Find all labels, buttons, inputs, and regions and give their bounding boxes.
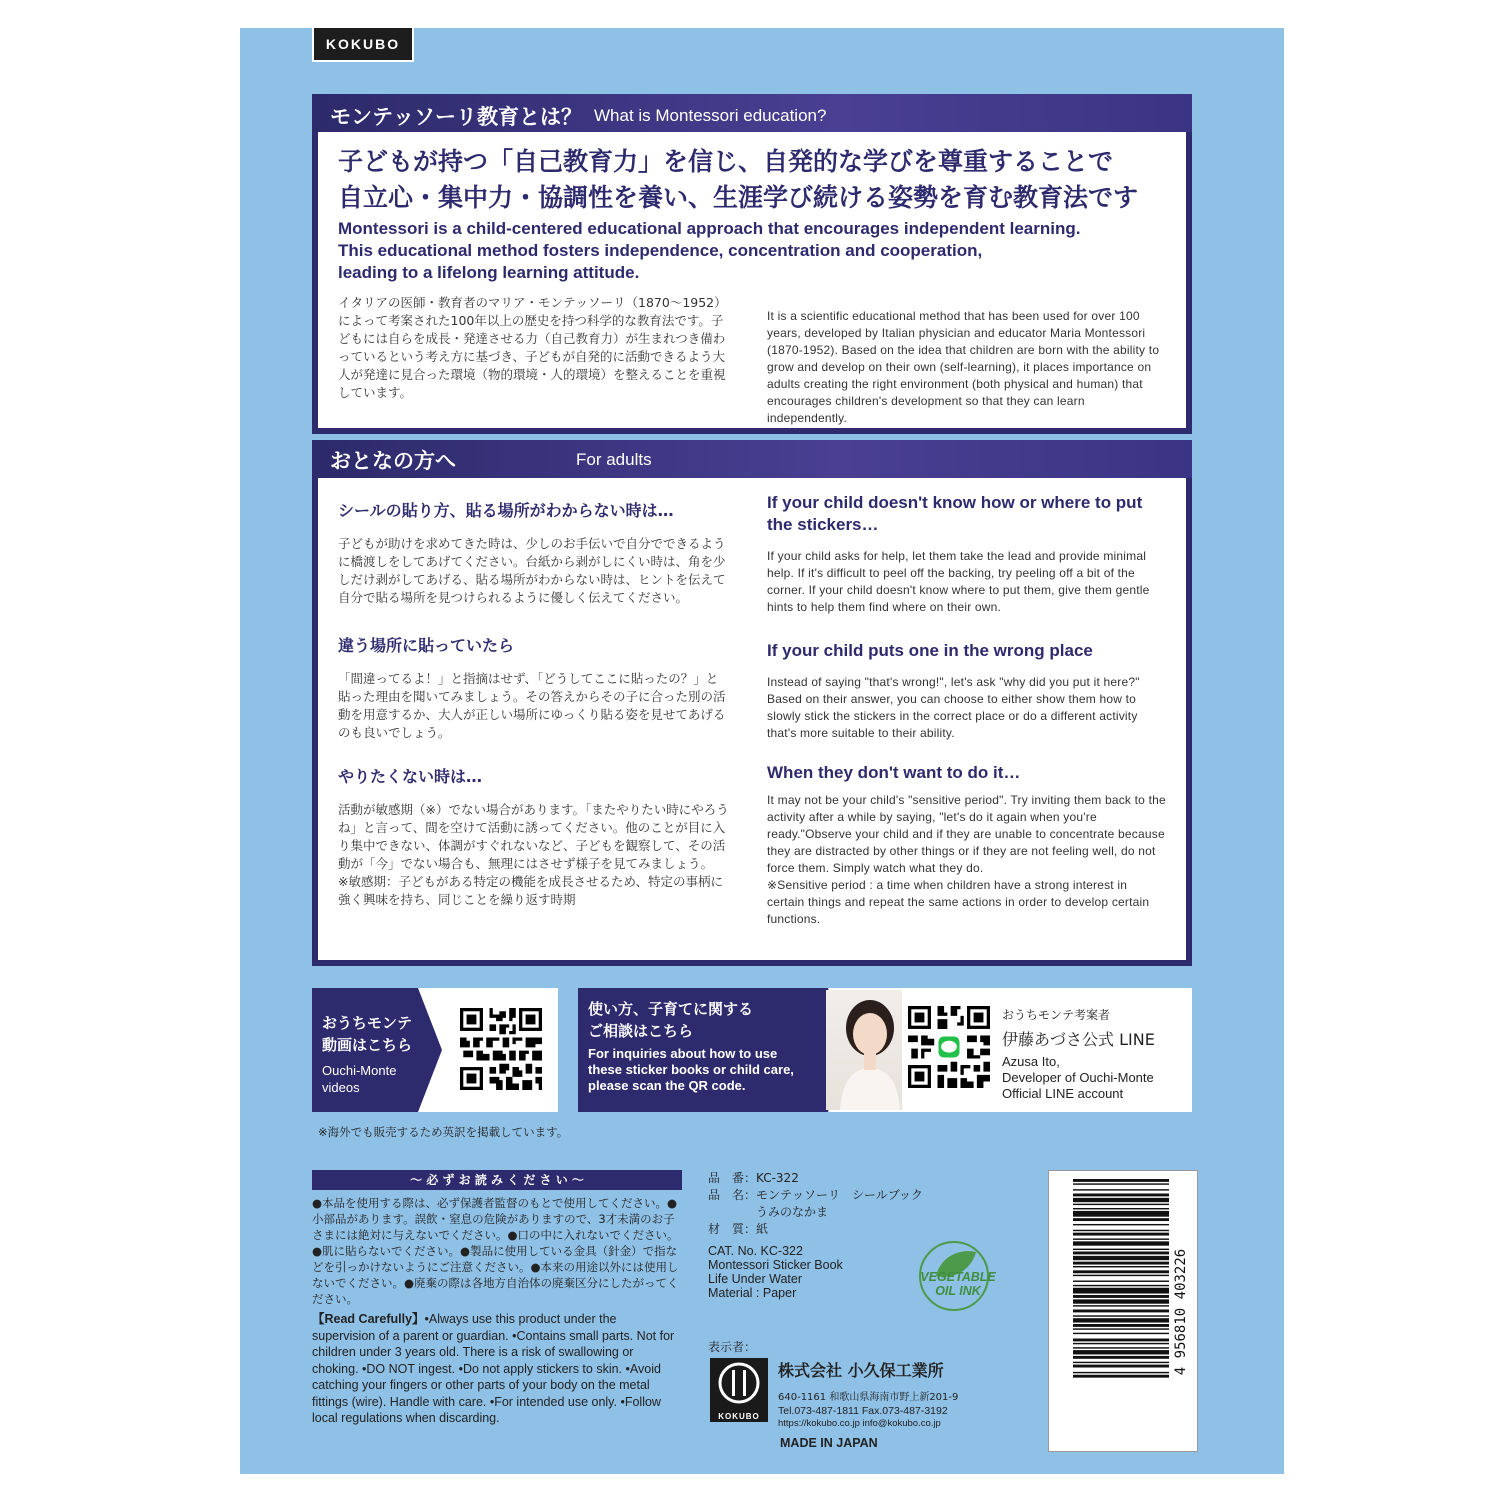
company-web: https://kokubo.co.jp info@kokubo.co.jp (778, 1418, 941, 1429)
section-title-en: What is Montessori education? (594, 106, 827, 125)
barcode-bar (1073, 1198, 1169, 1202)
product-name-ja-2: うみのなかま (708, 1205, 829, 1219)
product-info (708, 1170, 923, 1300)
barcode-bar (1073, 1204, 1169, 1205)
barcode-bar (1073, 1189, 1169, 1190)
barcode-bar (1073, 1343, 1169, 1344)
lead-en-line-1: Montessori is a child-centered educational approach that encourages independent learning. (338, 219, 1081, 238)
veg-ink-line-2: OIL INK (935, 1284, 981, 1298)
item-body-ja: 「間違ってるよ！」と指摘はせず、「どうしてここに貼ったの？」と貼った理由を聞いてみましょう。その答えからその子に合った別の活動を用意するか、大人が正しい場所にゆっくり貼る姿を見せてあげるのも良いでしょう。 (338, 671, 726, 740)
item-heading-en: When they don't want to do it… (767, 763, 1021, 782)
barcode-bar (1073, 1375, 1169, 1378)
barcode-bar (1073, 1241, 1169, 1245)
barcode-bar (1073, 1270, 1169, 1273)
video-qr-code[interactable] (460, 1008, 542, 1090)
barcode-bar (1073, 1252, 1169, 1255)
product-name-en: Montessori Sticker Book (708, 1258, 843, 1272)
vegetable-oil-ink-mark (916, 1236, 998, 1314)
video-label-ja-2: 動画はこちら (322, 1036, 413, 1054)
creator-photo (826, 990, 902, 1110)
barcode-bar (1073, 1249, 1169, 1250)
product-material-ja: 材 質：紙 (708, 1222, 769, 1236)
barcode-bar (1073, 1328, 1169, 1329)
barcode-bar (1073, 1230, 1169, 1231)
product-material-en: Material : Paper (708, 1286, 797, 1300)
video-label-ja-1: おうちモンテ (322, 1014, 413, 1032)
warnings-block (312, 1170, 682, 1427)
barcode-bar (1073, 1318, 1169, 1322)
montessori-body-en: It is a scientific educational method that has been used for over 100 years, developed by Italian physician and educator Maria Montessori (1870-1952). Based on the idea that children are born with the ability to grow and develop on their own (self-learning), it places importance on adults creating the right environment (both physical and human) that encourages children's development so that they can learn independently. (767, 309, 1160, 425)
creator-ja: おうちモンテ考案者 (1002, 1008, 1111, 1022)
barcode-bar (1073, 1299, 1169, 1303)
item-body-ja: 活動が敏感期（※）でない場合があります。「またやりたい時にやろうね」と言って、間を空けて活動に誘ってください。他のことが目に入り集中できない、体調がすぐれないなど、子どもを観察して、その活動が「今」でない場合も、無理にはさせず様子を見てみましょう。 (338, 802, 729, 871)
barcode-bar (1073, 1194, 1169, 1197)
barcode-bar (1073, 1347, 1169, 1348)
montessori-body-ja: イタリアの医師・教育者のマリア・モンテッソーリ（1870～1952）によって考案された100年以上の歴史を持つ科学的な教育法です。子どもには自らを成長・発達させる力（自己教育力）が生まれつき備わっているという考え方に基づき、子どもが自発的に活動できるよう大人が発達に見合った環境（物的環境・人的環境）を整えることを重視しています。 (338, 295, 727, 400)
barcode-bar (1073, 1183, 1169, 1184)
item-body-en: Instead of saying "that's wrong!", let's ask "why did you put it here?" Based on their answer, you can choose to either show them how to slowly stick the stickers in the correct place or do a different activity that's more suitable to their ability. (767, 675, 1140, 740)
video-label-en-1: Ouchi-Monte (322, 1063, 397, 1078)
barcode-label (1048, 1170, 1198, 1452)
barcode-bar (1073, 1233, 1169, 1236)
barcode-bar (1073, 1324, 1169, 1327)
item-body-en: It may not be your child's "sensitive period". Try inviting them back to the activity after a while by saying, "let's do it again when you're ready."Observe your child and if they are unable to concentrate because they are distracted by other things or if they are not feeling well, do not force them. Simply watch what they do. (767, 793, 1166, 875)
barcode-bar (1073, 1211, 1169, 1217)
lead-ja-line-2: 自立心・集中力・協調性を養い、生涯学び続ける姿勢を育む教育法です (338, 183, 1139, 212)
barcode-bar (1073, 1275, 1169, 1276)
consult-text-en-1: For inquiries about how to use (588, 1046, 778, 1061)
barcode-number: 4 956810 403226 (1173, 1248, 1189, 1376)
item-note-ja: ※敏感期：子どもがある特定の機能を成長させるため、特定の事柄に強く興味を持ち、同じことを繰り返す時期 (338, 874, 723, 907)
barcode-bar (1073, 1266, 1169, 1267)
qr-code-icon (908, 1006, 990, 1088)
lead-en-line-3: leading to a lifelong learning attitude. (338, 263, 640, 282)
adults-col-ja (338, 492, 729, 928)
barcode-bar (1073, 1208, 1169, 1209)
veg-ink-line-1: VEGETABLE (920, 1270, 996, 1284)
barcode-bar (1073, 1179, 1169, 1182)
lead-ja-line-1: 子どもが持つ「自己教育力」を信じ、自発的な学びを尊重することで (338, 147, 1114, 176)
product-subtitle-en: Life Under Water (708, 1272, 803, 1286)
company-logo-text: KOKUBO (718, 1412, 760, 1421)
montessori-panel (312, 132, 1192, 434)
line-qr-code[interactable] (908, 1006, 990, 1088)
warnings-text-en: •Always use this product under the supervision of a parent or guardian. •Contains small parts. Not for children under 3 years old. There is a risk of swallowing or choking. •DO NOT ingest. •Do not apply stickers to skin. •Avoid catching your fingers or other parts of your body on the metal fittings (wire). Handle with care. •For intended use only. •Follow local regulations when discarding. (312, 1312, 675, 1425)
barcode-bar (1073, 1295, 1169, 1298)
creator-en-1: Azusa Ito, (1002, 1054, 1060, 1069)
product-no-ja: 品 番：KC-322 (708, 1171, 799, 1185)
warnings-title: 〜 必 ず お 読 み く だ さ い 〜 (312, 1170, 682, 1190)
section-title-ja: モンテッソーリ教育とは？ (330, 105, 582, 129)
barcode-bar (1073, 1238, 1169, 1239)
product-cat-no: CAT. No. KC-322 (708, 1244, 803, 1258)
barcode-bar (1073, 1350, 1169, 1354)
barcode-bar (1073, 1288, 1169, 1294)
company-name: 株式会社 小久保工業所 (778, 1361, 944, 1380)
company-tel: Tel.073-487-1811 Fax.073-487-3192 (778, 1405, 948, 1417)
barcode-bar (1073, 1262, 1169, 1265)
company-address: 640-1161 和歌山県海南市野上新201-9 (778, 1392, 959, 1403)
qr-code-icon (460, 1008, 542, 1090)
section-title-ja: おとなの方へ (330, 449, 456, 473)
barcode-bar (1073, 1339, 1169, 1342)
barcode-bar (1073, 1315, 1169, 1316)
consult-text-en-3: please scan the QR code. (588, 1078, 746, 1093)
made-in-japan: MADE IN JAPAN (780, 1436, 878, 1450)
company-label: 表示者： (708, 1340, 757, 1354)
barcode-bar (1073, 1362, 1169, 1363)
barcode-bar (1073, 1372, 1169, 1373)
item-heading-ja: やりたくない時は… (338, 767, 483, 786)
video-box (312, 988, 558, 1112)
barcode-bar (1073, 1224, 1169, 1225)
consult-title-ja-1: 使い方、子育てに関する (588, 1000, 754, 1018)
barcode-bar (1073, 1305, 1169, 1306)
consult-box (578, 988, 1192, 1112)
item-heading-ja: 違う場所に貼っていたら (338, 636, 515, 655)
barcode-bar (1073, 1281, 1169, 1282)
creator-en-2: Developer of Ouchi-Monte (1002, 1070, 1154, 1085)
company-logo (710, 1358, 768, 1422)
barcode-bar (1073, 1356, 1169, 1359)
brand-tab: KOKUBO (312, 28, 414, 62)
adults-panel (312, 478, 1192, 966)
barcode-bars (1073, 1179, 1169, 1441)
read-carefully-label: 【Read Carefully】 (312, 1312, 425, 1326)
item-body-ja: 子どもが助けを求めてきた時は、少しのお手伝いで自分でできるように橋渡しをしてあげてください。台紙から剥がしにくい時は、角を少しだけ剥がしてあげる、貼る場所がわからない時は、ヒントを伝えて自分で貼る場所を見つけられるように優しく伝えてください。 (338, 536, 726, 605)
section-header-adults (312, 440, 1192, 480)
item-heading-en: If your child puts one in the wrong place (767, 641, 1093, 660)
barcode-bar (1073, 1310, 1169, 1313)
section-title-en: For adults (576, 450, 652, 469)
product-name-ja: 品 名：モンテッソーリ シールブック (708, 1188, 923, 1202)
translation-note: ※海外でも販売するため英訳を掲載しています。 (318, 1125, 569, 1139)
lead-en-line-2: This educational method fosters independence, concentration and cooperation, (338, 241, 983, 260)
item-body-en: If your child asks for help, let them take the lead and provide minimal help. If it's difficult to peel off the backing, try peeling off a bit of the corner. If your child doesn't know where to put them, give them gentle hints to help them find where on their own. (767, 549, 1150, 614)
account-ja: 伊藤あづさ公式 LINE (1002, 1030, 1155, 1049)
barcode-bar (1073, 1256, 1169, 1260)
consult-text-en-2: these sticker books or child care, (588, 1062, 794, 1077)
line-account-info (1002, 1006, 1155, 1102)
item-note-en: ※Sensitive period : a time when children have a strong interest in certain things and repeat the same actions in order to develop certain functions. (767, 878, 1150, 926)
company-info (778, 1358, 958, 1429)
barcode-bar (1073, 1218, 1169, 1221)
barcode-bar (1073, 1333, 1169, 1334)
person-photo-icon (826, 990, 902, 1110)
barcode-bar (1073, 1365, 1169, 1368)
item-heading-ja: シールの貼り方、貼る場所がわからない時は… (338, 501, 674, 520)
adults-col-en (767, 492, 1166, 928)
book-back-cover (240, 28, 1284, 1474)
kokubo-logo-icon (710, 1358, 768, 1408)
item-heading-en: If your child doesn't know how or where to put the stickers… (767, 493, 1143, 534)
warnings-text-ja: ●本品を使用する際は、必ず保護者監督のもとで使用してください。●小部品があります。誤飲・窒息の危険がありますので、3才未満のお子さまには絶対に与えないでください。●口の中に入れないでください。●肌に貼らないでください。●製品に使用している金具（針金）で指などを引っかけないようにご注意ください。●本来の用途以外には使用しないでください。●廃棄の際は各地方自治体の廃棄区分にしたがってください。 (312, 1196, 679, 1306)
video-label-en-2: videos (322, 1080, 360, 1095)
barcode-bar (1073, 1285, 1169, 1286)
consult-title-ja-2: ご相談はこちら (588, 1022, 694, 1040)
creator-en-3: Official LINE account (1002, 1086, 1124, 1101)
